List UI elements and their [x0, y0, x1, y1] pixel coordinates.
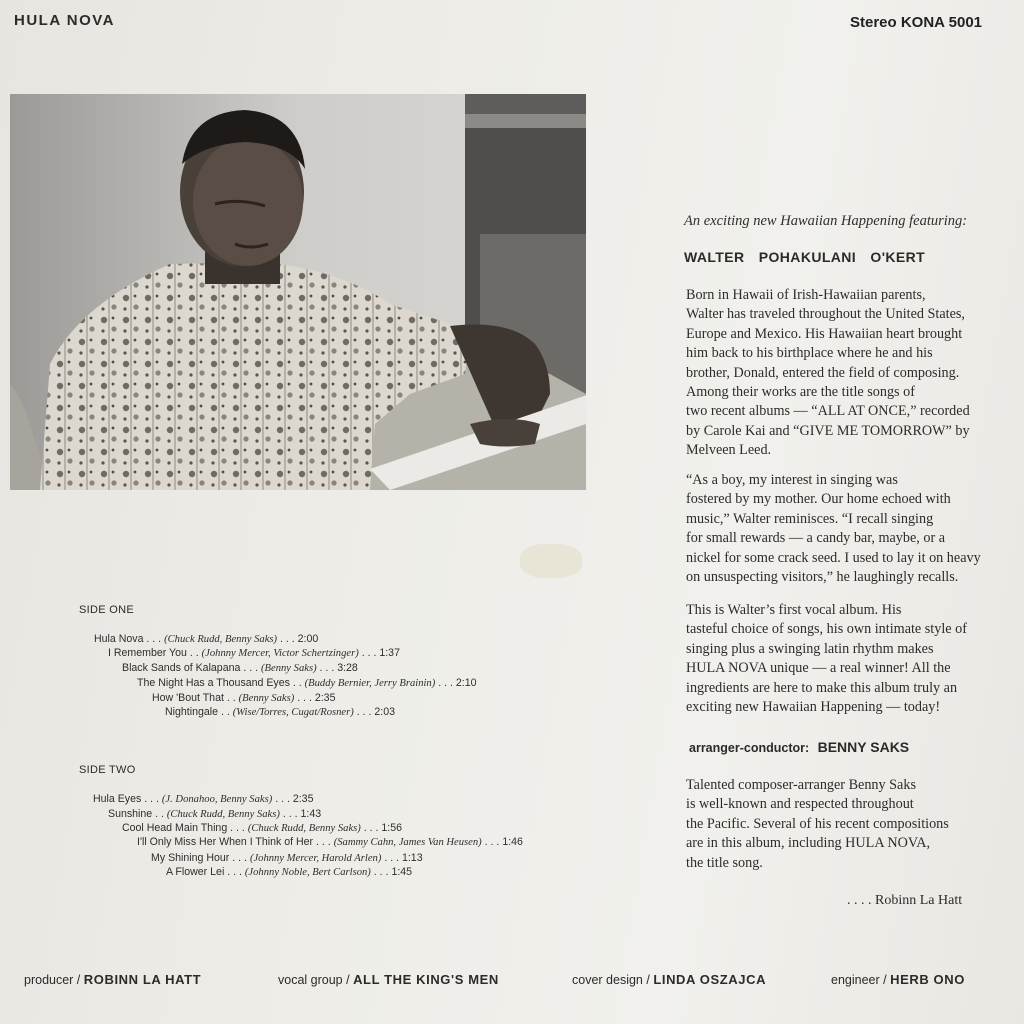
track-credits: (Sammy Cahn, James Van Heusen): [333, 837, 482, 848]
track-item: [151, 852, 423, 864]
track-item: [152, 692, 335, 704]
text-line: nickel for some crack seed. I used to lay it on heavy: [686, 549, 981, 566]
track-title: Cool Head Main Thing . . .: [122, 822, 245, 834]
credit-role: producer /: [24, 973, 81, 987]
track-title: Nightingale . .: [165, 706, 230, 718]
track-credits: (Chuck Rudd, Benny Saks): [164, 634, 278, 645]
text-line: HULA NOVA unique — a real winner! All the: [686, 660, 951, 677]
track-item: [137, 677, 477, 689]
text-line: ingredients are here to make this album truly an: [686, 679, 958, 696]
text-line: exciting new Hawaiian Happening — today!: [686, 699, 941, 716]
track-credits: (Buddy Bernier, Jerry Brainin): [304, 678, 436, 689]
track-title: I'll Only Miss Her When I Think of Her . . .: [137, 836, 331, 848]
track-credits: (Benny Saks): [261, 663, 317, 674]
credit-name: HERB ONO: [890, 972, 965, 987]
text-line: Walter has traveled throughout the United States,: [686, 306, 965, 323]
arranger-role: arranger-conductor:: [689, 741, 810, 755]
track-credits: (Benny Saks): [238, 693, 295, 704]
track-credits: (Johnny Mercer, Victor Schertzinger): [201, 648, 359, 659]
track-duration: . . . 2:03: [356, 706, 396, 718]
track-duration: . . . 1:56: [363, 822, 403, 834]
text-line: Europe and Mexico. His Hawaiian heart brought: [686, 325, 963, 342]
track-duration: . . . 1:13: [384, 852, 423, 864]
credit-role: cover design /: [572, 973, 650, 987]
track-title: I Remember You . .: [108, 647, 199, 659]
text-line: tasteful choice of songs, his own intimate style of: [686, 621, 967, 638]
track-duration: . . . 1:43: [282, 808, 322, 820]
side-two-label: SIDE TWO: [79, 764, 136, 776]
text-line: Melveen Leed.: [686, 442, 772, 459]
track-title: The Night Has a Thousand Eyes . .: [137, 677, 302, 689]
notes-paragraph-arranger: [686, 776, 949, 873]
text-line: by Carole Kai and “GIVE ME TOMORROW” by: [686, 422, 970, 439]
sleeve-stain: [520, 544, 582, 578]
text-line: for small rewards — a candy bar, maybe, or a: [686, 530, 946, 547]
track-credits: (J. Donahoo, Benny Saks): [161, 794, 273, 805]
arranger-name: BENNY SAKS: [817, 739, 910, 755]
credit-vocal-group: [278, 972, 499, 987]
track-title: My Shining Hour . . .: [151, 852, 247, 864]
notes-paragraph-album: [686, 601, 967, 717]
track-credits: (Johnny Noble, Bert Carlson): [244, 867, 371, 878]
text-line: is well-known and respected throughout: [686, 796, 914, 813]
text-line: Born in Hawaii of Irish-Hawaiian parents,: [686, 287, 926, 303]
track-item: [137, 836, 523, 848]
credit-cover-design: [572, 972, 766, 987]
track-title: Hula Nova . . .: [94, 633, 162, 645]
notes-intro: An exciting new Hawaiian Happening featuring:: [684, 213, 968, 229]
artist-first-name: WALTER: [684, 249, 745, 265]
track-duration: . . . 2:35: [297, 692, 336, 704]
credit-name: ROBINN LA HATT: [83, 972, 202, 987]
text-line: on unsuspecting visitors,” he laughingly recalls.: [686, 569, 959, 586]
credit-name: LINDA OSZAJCA: [653, 972, 767, 987]
track-duration: . . . 2:35: [275, 793, 314, 805]
arranger-credit: [689, 739, 909, 757]
text-line: brother, Donald, entered the field of composing.: [686, 364, 960, 381]
track-item: [108, 808, 321, 820]
text-line: the Pacific. Several of his recent compositions: [686, 815, 949, 832]
text-line: “As a boy, my interest in singing was: [686, 472, 898, 488]
track-item: [108, 647, 400, 659]
track-duration: . . . 1:46: [484, 836, 523, 848]
text-line: music,” Walter reminisces. “I recall singing: [686, 510, 934, 527]
artist-middle-name: POHAKULANI: [758, 249, 857, 265]
artist-last-name: O'KERT: [870, 249, 926, 265]
artist-photo-illustration: [10, 94, 586, 490]
artist-photo: [10, 94, 586, 490]
track-item: [122, 662, 358, 674]
album-title: HULA NOVA: [14, 12, 115, 29]
track-item: [93, 793, 313, 805]
track-credits: (Chuck Rudd, Benny Saks): [247, 823, 361, 834]
credit-producer: [24, 972, 201, 987]
track-item: [166, 866, 412, 878]
text-line: Among their works are the title songs of: [686, 384, 915, 401]
credit-role: engineer /: [831, 973, 887, 987]
track-title: How 'Bout That . .: [152, 692, 236, 704]
track-title: Hula Eyes . . .: [93, 793, 159, 805]
track-duration: . . . 3:28: [319, 662, 358, 674]
track-item: [165, 706, 395, 718]
text-line: the title song.: [686, 854, 763, 871]
credit-name: ALL THE KING'S MEN: [353, 972, 499, 987]
artist-name: [684, 249, 935, 265]
track-credits: (Johnny Mercer, Harold Arlen): [249, 853, 382, 864]
text-line: This is Walter’s first vocal album. His: [686, 602, 902, 618]
track-title: Sunshine . .: [108, 808, 164, 820]
text-line: him back to his birthplace where he and his: [686, 345, 933, 362]
notes-paragraph-biography: [686, 286, 970, 461]
track-credits: (Chuck Rudd, Benny Saks): [166, 809, 280, 820]
text-line: two recent albums — “ALL AT ONCE,” recorded: [686, 403, 970, 420]
track-item: [94, 633, 318, 645]
text-line: fostered by my mother. Our home echoed with: [686, 491, 951, 508]
side-one-label: SIDE ONE: [79, 604, 134, 616]
track-duration: . . . 1:45: [373, 866, 413, 878]
catalog-number: Stereo KONA 5001: [850, 14, 982, 31]
text-line: Talented composer-arranger Benny Saks: [686, 777, 916, 793]
track-title: A Flower Lei . . .: [166, 866, 242, 878]
credit-role: vocal group /: [278, 973, 350, 987]
text-line: singing plus a swinging latin rhythm makes: [686, 640, 934, 657]
credit-engineer: [831, 972, 965, 987]
track-credits: (Wise/Torres, Cugat/Rosner): [232, 707, 354, 718]
text-line: are in this album, including HULA NOVA,: [686, 835, 931, 852]
track-item: [122, 822, 402, 834]
track-duration: . . . 2:10: [438, 677, 477, 689]
track-title: Black Sands of Kalapana . . .: [122, 662, 259, 674]
track-duration: . . . 2:00: [280, 633, 319, 645]
track-duration: . . . 1:37: [361, 647, 400, 659]
notes-signature: . . . . Robinn La Hatt: [847, 893, 963, 908]
notes-paragraph-quote: [686, 471, 981, 587]
